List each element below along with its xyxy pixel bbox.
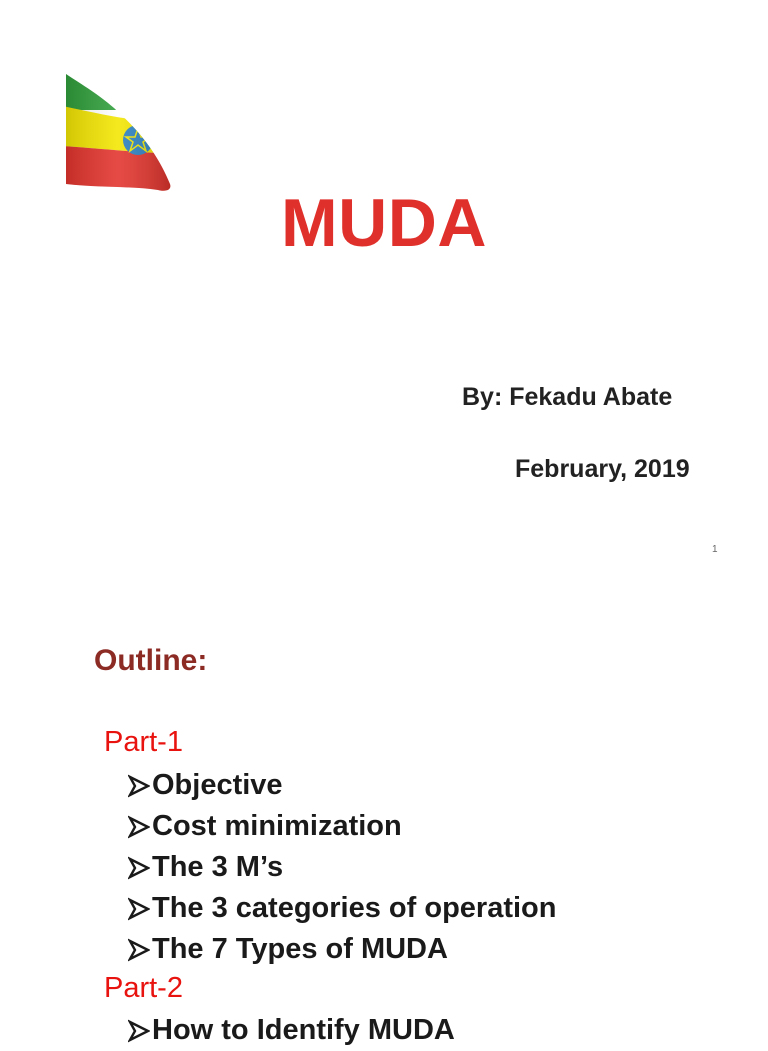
arrow-bullet-icon <box>128 1018 150 1044</box>
list-item-label: The 7 Types of MUDA <box>152 933 448 965</box>
date-line: February, 2019 <box>515 455 690 483</box>
outline-heading: Outline: <box>94 644 208 677</box>
list-item-label: The 3 M’s <box>152 851 284 883</box>
part-1-label: Part-1 <box>104 726 183 758</box>
part-2-label: Part-2 <box>104 972 183 1004</box>
presentation-title: MUDA <box>281 185 487 261</box>
slide-number: 1 <box>712 544 718 555</box>
arrow-bullet-icon <box>128 896 150 922</box>
list-item-label: Objective <box>152 769 283 801</box>
outline-slide <box>0 576 768 1046</box>
arrow-bullet-icon <box>128 814 150 840</box>
arrow-bullet-icon <box>128 937 150 963</box>
arrow-bullet-icon <box>128 855 150 881</box>
arrow-bullet-icon <box>128 773 150 799</box>
list-item <box>128 888 556 929</box>
author-line: By: Fekadu Abate <box>462 383 673 411</box>
list-item <box>128 1010 455 1051</box>
list-item <box>128 806 556 847</box>
list-item-label: How to Identify MUDA <box>152 1014 455 1046</box>
part-1-list <box>128 765 556 970</box>
list-item <box>128 847 556 888</box>
list-item-label: The 3 categories of operation <box>152 892 557 924</box>
ethiopian-flag-icon <box>62 72 174 194</box>
list-item <box>128 765 556 806</box>
list-item <box>128 929 556 970</box>
list-item-label: Cost minimization <box>152 810 402 842</box>
